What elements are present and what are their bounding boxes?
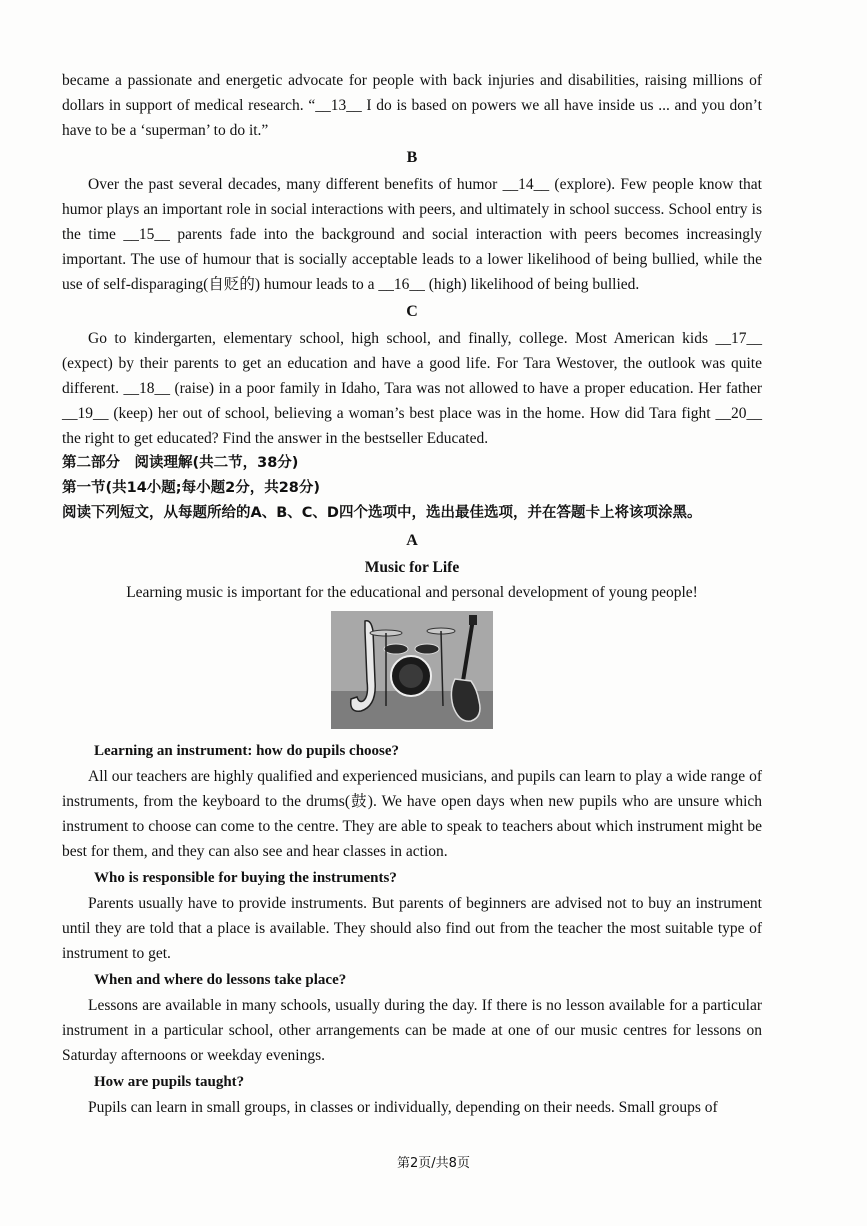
section-b-heading: B: [406, 149, 418, 166]
question-heading-when-where: When and where do lessons take place?: [94, 972, 347, 988]
page-content: [62, 68, 762, 1120]
passage-a-title: Music for Life: [364, 559, 460, 576]
instruments-illustration: [331, 611, 493, 729]
answer-choose: All our teachers are highly qualified and experienced musicians, and pupils can learn to play a wide range of instruments, from the keyboard to the drums(鼓). We have open days when new pupils who are unsure which instrument to choose can come to the centre. They are able to speak to teachers about which instrument might be best for them, and they can also see and hear classes in action.: [62, 768, 762, 860]
question-heading-buying: Who is responsible for buying the instruments?: [94, 870, 397, 886]
section-a-end-paragraph: became a passionate and energetic advocate for people with back injuries and disabilities, raising millions of dollars in support of medical research. “__13__ I do is based on powers we all have inside us ... and you don’t have to be a ‘superman’ to do it.”: [62, 72, 762, 139]
part2-section1: 第一节(共14小题;每小题2分，共28分): [62, 480, 320, 496]
answer-when-where: Lessons are available in many schools, usually during the day. If there is no lesson available for a particular instrument in a particular school, other arrangements can be made at one of our music centres for lessons on Saturday afternoons or weekday evenings.: [62, 997, 762, 1064]
question-heading-taught: How are pupils taught?: [94, 1074, 245, 1090]
question-heading-choose: Learning an instrument: how do pupils choose?: [94, 743, 400, 759]
passage-a-heading: A: [406, 532, 418, 549]
answer-buying: Parents usually have to provide instruments. But parents of beginners are advised not to buy an instrument until they are told that a place is available. They should also find out from the teacher the most suitable type of instrument to get.: [62, 895, 762, 962]
answer-taught: Pupils can learn in small groups, in classes or individually, depending on their needs. Small groups of: [88, 1099, 718, 1116]
passage-a-intro: Learning music is important for the educational and personal development of young people!: [126, 584, 698, 601]
section-c-heading: C: [406, 303, 418, 320]
music-instruments-image: [331, 611, 493, 729]
section-b-paragraph: Over the past several decades, many different benefits of humor __14__ (explore). Few people know that humor plays an important role in social interactions with peers, and ultimately in school success. School entry is the time __15__ parents fade into the background and social interaction with peers becomes increasingly important. The use of humour that is socially acceptable leads to a lower likelihood of being bullied, while the use of self-disparaging(自贬的) humour leads to a __16__ (high) likelihood of being bullied.: [62, 176, 762, 293]
page-number-footer: 第2页/共8页: [397, 1156, 470, 1171]
part2-title: 第二部分 阅读理解(共二节，38分): [62, 455, 299, 471]
section-c-paragraph: Go to kindergarten, elementary school, high school, and finally, college. Most American kids __17__ (expect) by their parents to get an education and have a good life. For Tara Westover, the outlook was quite different. __18__ (raise) in a poor family in Idaho, Tara was not allowed to have a proper education. Her father __19__ (keep) her out of school, believing a woman’s best place was in the home. How did Tara fight __20__ the right to get educated? Find the answer in the bestseller Educated.: [62, 330, 762, 447]
part2-instruction: 阅读下列短文，从每题所给的A、B、C、D四个选项中，选出最佳选项，并在答题卡上将该项涂黑。: [62, 505, 702, 521]
